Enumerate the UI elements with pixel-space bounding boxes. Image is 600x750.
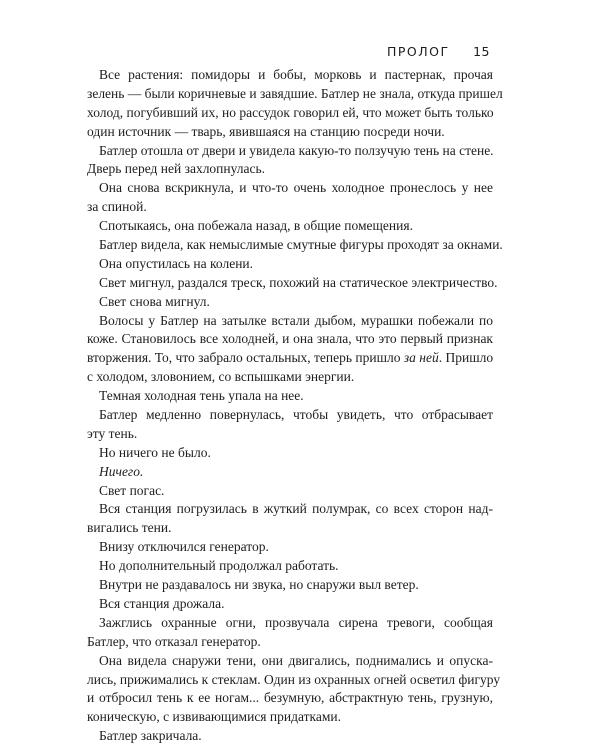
section-title: ПРОЛОГ xyxy=(386,44,450,59)
text-line xyxy=(87,482,493,501)
text-line xyxy=(87,349,493,368)
text-line xyxy=(87,217,493,236)
text-segment: Батлер отошла от двери и увидела какую-то ползучую тень на стене. xyxy=(99,142,494,158)
text-line xyxy=(87,671,501,690)
text-line xyxy=(87,104,493,123)
text-segment: с холодом, зловонием, со вспышками энергии. xyxy=(87,369,355,385)
text-segment: . Пришло xyxy=(438,350,494,366)
text-line xyxy=(87,633,493,652)
text-line xyxy=(87,500,493,519)
text-line xyxy=(87,236,503,255)
text-segment: лись, прижимались к стеклам. Один из охранных огней осветил фигуру xyxy=(87,671,501,687)
text-line xyxy=(87,444,493,463)
text-line xyxy=(87,425,493,444)
text-segment: Свет снова мигнул. xyxy=(99,293,210,309)
text-segment: Волосы у Батлер на затылке встали дыбом, мурашки побежали по xyxy=(99,312,493,328)
text-segment: Темная холодная тень упала на нее. xyxy=(99,388,304,404)
text-line xyxy=(87,198,493,217)
text-segment: Батлер закричала. xyxy=(99,728,202,744)
text-line xyxy=(87,160,493,179)
text-segment: Все растения: помидоры и бобы, морковь и пастернак, прочая xyxy=(99,67,493,82)
text-line xyxy=(87,406,493,425)
text-segment: Но ничего не было. xyxy=(99,444,211,460)
text-line xyxy=(87,387,493,406)
text-segment: Батлер медленно повернулась, чтобы увидеть, что отбрасывает xyxy=(99,407,493,423)
text-line xyxy=(87,312,493,331)
text-segment: коническую, с извивающимися придатками. xyxy=(87,709,341,725)
italic-text: Ничего. xyxy=(99,463,144,479)
text-segment: Вся станция погрузилась в жуткий полумрак, со всех сторон над- xyxy=(99,501,493,517)
text-segment: холод, погубивший их, но рассудок говорил ей, что может быть только xyxy=(87,104,494,120)
text-segment: Свет погас. xyxy=(99,482,165,498)
text-segment: Она видела снаружи тени, они двигались, поднимались и опуска- xyxy=(99,652,493,668)
text-line xyxy=(87,179,493,198)
text-segment: за спиной. xyxy=(87,199,147,215)
text-segment: Внизу отключился генератор. xyxy=(99,539,269,555)
text-segment: Батлер видела, как немыслимые смутные фигуры проходят за окнами. xyxy=(99,237,503,253)
text-segment: Она снова вскрикнула, и что-то очень холодное пронеслось у нее xyxy=(99,180,493,196)
text-line xyxy=(87,368,493,387)
text-segment: Внутри не раздавалось ни звука, но снаружи выл ветер. xyxy=(99,577,419,593)
text-line xyxy=(87,142,493,161)
body-text xyxy=(87,66,503,746)
text-line xyxy=(87,557,493,576)
text-line xyxy=(87,519,493,538)
text-segment: Она опустилась на колени. xyxy=(99,255,254,271)
text-segment: Батлер, что отказал генератор. xyxy=(87,633,261,649)
text-segment: Но дополнительный продолжал работать. xyxy=(99,558,339,574)
text-line xyxy=(87,274,498,293)
text-segment: коже. Становилось все холодней, и она знала, что это первый признак xyxy=(87,331,493,347)
text-line xyxy=(87,123,493,142)
running-header xyxy=(387,44,490,59)
text-line xyxy=(87,293,493,312)
text-segment: Спотыкаясь, она побежала назад, в общие помещения. xyxy=(99,218,413,234)
text-segment: Зажглись охранные огни, прозвучала сирена тревоги, сообщая xyxy=(99,614,493,630)
text-line xyxy=(87,708,493,727)
text-line xyxy=(87,689,493,708)
text-line xyxy=(87,595,493,614)
text-line xyxy=(87,538,493,557)
text-line xyxy=(87,652,493,671)
text-segment: вторжения. То, что забрало остальных, теперь пришло xyxy=(87,350,404,366)
italic-text: за ней xyxy=(403,350,439,366)
text-line xyxy=(87,85,503,104)
text-line xyxy=(87,463,493,482)
text-segment: Дверь перед ней захлопнулась. xyxy=(87,161,266,177)
text-segment: эту тень. xyxy=(87,425,138,441)
text-line xyxy=(87,66,493,85)
text-line xyxy=(87,576,493,595)
text-segment: Вся станция дрожала. xyxy=(99,595,225,611)
text-segment: один источник — тварь, явившаяся на станцию посреди ночи. xyxy=(87,123,445,139)
text-line xyxy=(87,727,493,746)
text-segment: Свет мигнул, раздался треск, похожий на статическое электричество. xyxy=(99,274,498,290)
text-line xyxy=(87,255,493,274)
text-segment: и отбросил тень к ее ногам... безумную, абстрактную тень, грузную, xyxy=(87,690,493,706)
text-segment: вигались тени. xyxy=(87,520,172,536)
page-number: 15 xyxy=(473,44,490,59)
text-line xyxy=(87,330,493,349)
text-segment: зелень — были коричневые и завядшие. Батлер не знала, откуда пришел xyxy=(87,85,503,101)
text-line xyxy=(87,614,493,633)
